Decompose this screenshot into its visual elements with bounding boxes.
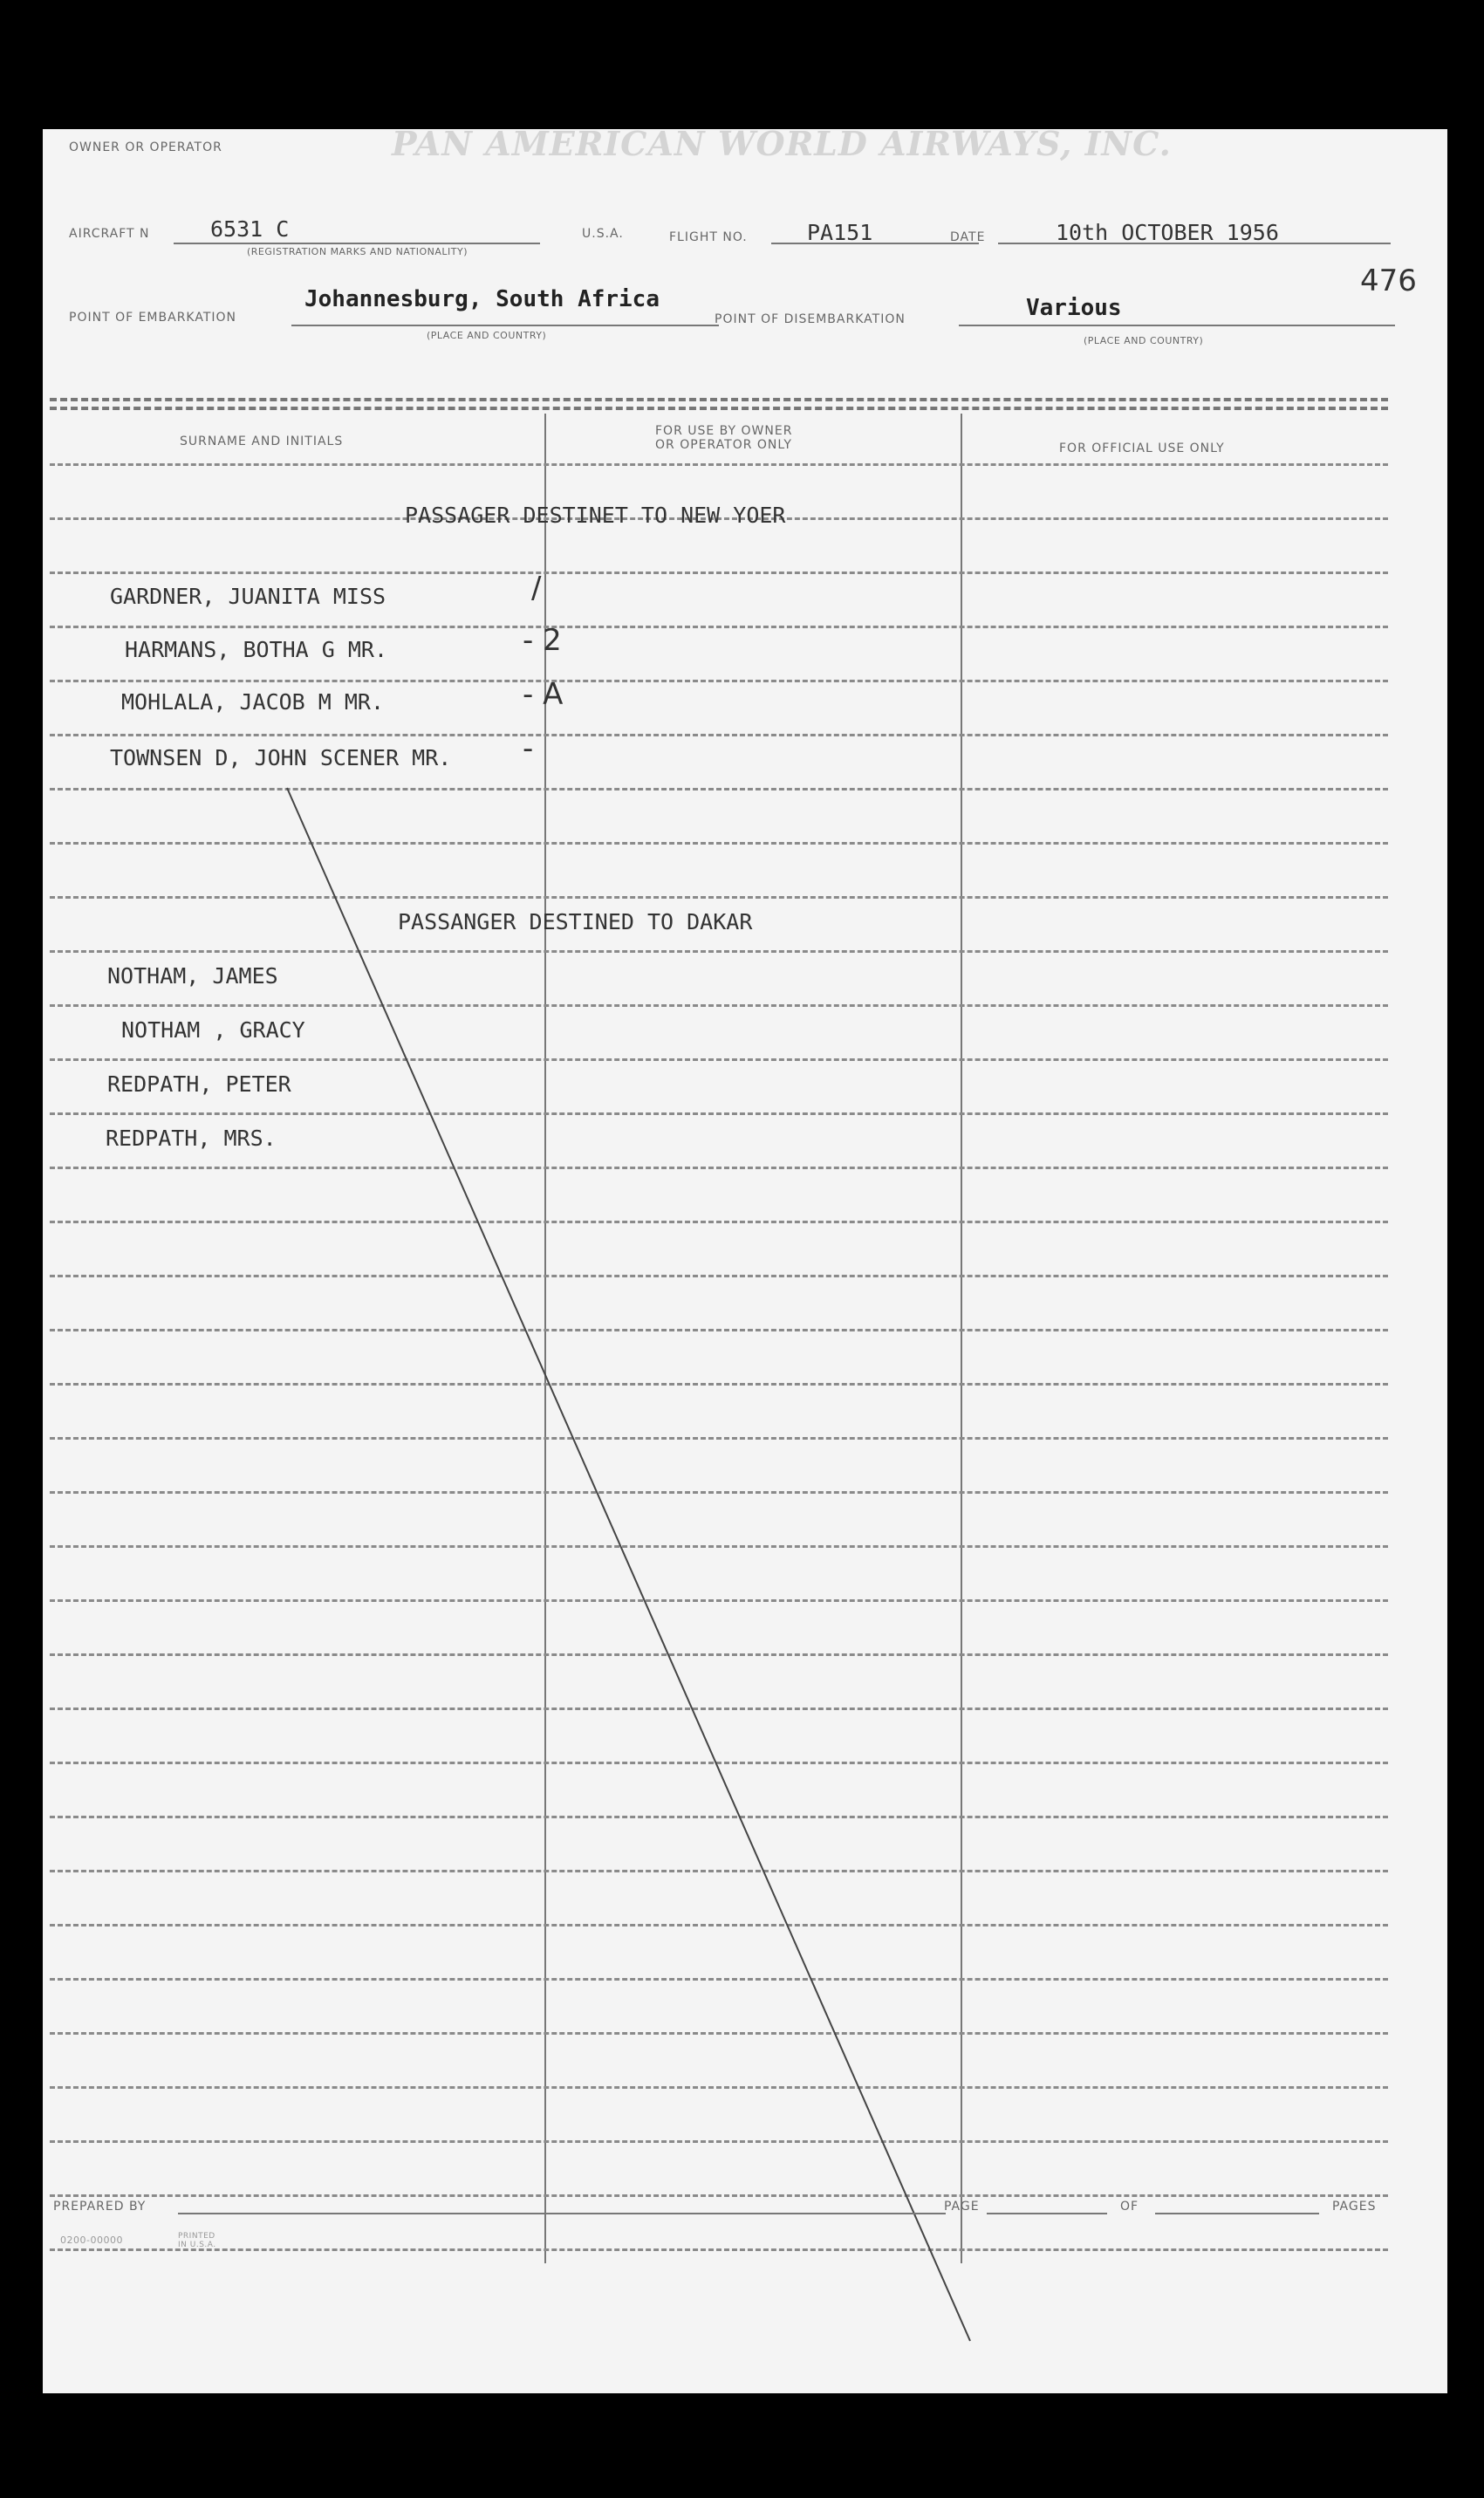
table-row-name: REDPATH, PETER <box>107 1071 291 1097</box>
usa-label: U.S.A. <box>582 227 624 241</box>
table-row-name: REDPATH, MRS. <box>106 1126 277 1151</box>
table-row-name: NOTHAM , GRACY <box>121 1017 305 1043</box>
table-row-name: MOHLALA, JACOB M MR. <box>121 689 385 715</box>
table-row-name: NOTHAM, JAMES <box>107 963 278 989</box>
table-row-section-heading: PASSAGER DESTINET TO NEW YOER <box>405 503 786 528</box>
col-owner-header-2: OR OPERATOR ONLY <box>655 438 792 452</box>
page-number: 476 <box>1360 263 1417 298</box>
col-owner-header-1: FOR USE BY OWNER <box>655 424 793 438</box>
aircraft-label: AIRCRAFT N <box>69 227 150 241</box>
disembarkation-value: Various <box>1026 295 1122 321</box>
owner-mark: - <box>523 731 534 766</box>
page-label: PAGE <box>944 2200 980 2214</box>
form-stamp: PRINTED IN U.S.A. <box>178 2232 216 2249</box>
disembarkation-label: POINT OF DISEMBARKATION <box>715 312 906 326</box>
table-row-name: TOWNSEN D, JOHN SCENER MR. <box>110 745 452 770</box>
prepared-label: PREPARED BY <box>53 2200 147 2214</box>
pages-label: PAGES <box>1332 2200 1377 2214</box>
table-row-name: GARDNER, JUANITA MISS <box>110 584 386 609</box>
table-row-section-heading: PASSANGER DESTINED TO DAKAR <box>398 909 753 934</box>
col-surname-header: SURNAME AND INITIALS <box>180 435 344 448</box>
diagonal-pen-stroke <box>43 129 1447 2393</box>
date-label: DATE <box>950 230 986 244</box>
embarkation-label: POINT OF EMBARKATION <box>69 311 237 325</box>
embarkation-sublabel: (PLACE AND COUNTRY) <box>427 330 547 341</box>
embarkation-value: Johannesburg, South Africa <box>304 286 660 312</box>
manifest-page <box>43 129 1447 2393</box>
flight-label: FLIGHT NO. <box>669 230 748 244</box>
owner-mark: / <box>531 571 542 606</box>
owner-label: OWNER OR OPERATOR <box>69 140 222 154</box>
operator-name: PAN AMERICAN WORLD AIRWAYS, INC. <box>392 129 1172 163</box>
of-label: OF <box>1120 2200 1139 2214</box>
col-official-header: FOR OFFICIAL USE ONLY <box>1059 441 1225 455</box>
owner-mark: - A <box>523 677 564 712</box>
disembarkation-sublabel: (PLACE AND COUNTRY) <box>1084 335 1204 346</box>
table-row-name: HARMANS, BOTHA G MR. <box>125 637 388 662</box>
flight-value: PA151 <box>807 220 873 245</box>
date-value: 10th OCTOBER 1956 <box>1056 220 1279 245</box>
aircraft-value: 6531 C <box>210 216 290 242</box>
owner-mark: - 2 <box>523 623 562 658</box>
aircraft-sublabel: (REGISTRATION MARKS AND NATIONALITY) <box>247 246 468 257</box>
form-code: 0200-00000 <box>60 2235 123 2246</box>
